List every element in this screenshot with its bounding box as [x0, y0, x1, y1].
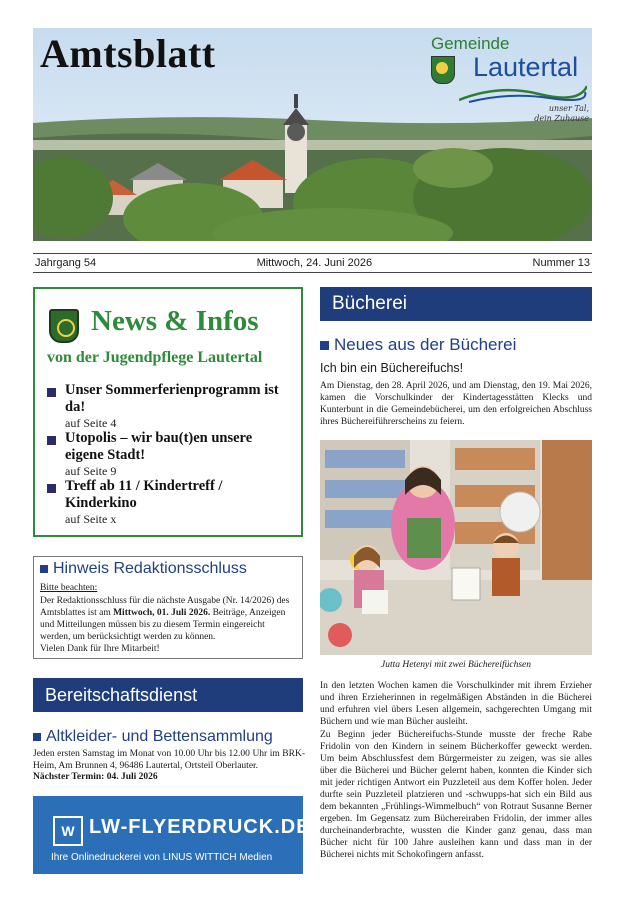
ad-logo-icon: W: [53, 816, 83, 846]
ad-subtitle: Ihre Onlinedruckerei von LINUS WITTICH Medien: [51, 852, 273, 863]
section-bar-buecherei: Bücherei: [320, 287, 592, 321]
deadline-notice-box: [33, 556, 303, 659]
altkleider-title: [33, 728, 273, 746]
flyerdruck-ad[interactable]: [33, 796, 311, 874]
coat-of-arms-icon: [431, 56, 455, 84]
altkleider-next-date: Nächster Termin: 04. Juli 2026: [33, 772, 158, 782]
buecherei-article-title: [320, 335, 516, 355]
deadline-thanks: Vielen Dank für Ihre Mitarbeit!: [40, 644, 160, 654]
story-paragraph-2: Zu Beginn jeder Büchereifuchs-Stunde musste der freche Rabe Fridolin von den Kindern in seinem Bücherkoffer geweckt werden. Um beim Abschlussfest dem Bürgermeister zu zeigen, was sie alles über die Bücherei und Bücher gelernt haben, konnten die Kinder sich mit jeder richtigen Antwort ein Puzzleteil aus dem Koffer holen. Jeder durfte sein Puzzleteil platzieren und -schwupps-hat sich ein Bild aus dem bekannten „Frühlings-Wimmelbuch“ von Rotraut Susanne Berner ergeben. Im Gegensatz zum Büchereiraben Fridolin, der immer alles durcheinanderbrachte, wussten die Kinder ganz genau, dass man Bücher nicht für 100 Jahre ausleihen kann und dass man in der Bücherei nichts mit Schokofingern anfasst.: [320, 730, 592, 860]
deadline-note: Bitte beachten:: [40, 583, 98, 593]
deadline-body-pre: Der Redaktionsschluss für die nächste Ausgabe (Nr. 14/2026) des Amtsblattes ist am: [40, 596, 290, 618]
news-item[interactable]: [47, 478, 293, 526]
buecherei-story: [320, 680, 592, 862]
logo-word-lautertal: Lautertal: [473, 52, 579, 82]
story-paragraph-1: In den letzten Wochen kamen die Vorschulkinder mit ihrem Erzieher und ihren Erzieherinnen in regelmäßigen Abständen in die Bücherei und erfuhren viel übers Lesen allgemein, sachgerechten Umgang mit Büchern und wie man Bücher ausleiht.: [320, 681, 592, 727]
logo-word-gemeinde: Gemeinde: [431, 34, 510, 53]
altkleider-body: Jeden ersten Samstag im Monat von 10.00 Uhr bis 12.00 Uhr im BRK-Heim, Am Brunnen 4, 96486 Lautertal, Ortsteil Oberlauter.: [33, 749, 305, 771]
municipality-logo: [429, 34, 589, 124]
news-item-title: Treff ab 11 / Kindertreff / Kinderkino: [65, 478, 223, 511]
bullet-square-icon: [320, 341, 329, 350]
news-item-page: auf Seite 9: [65, 464, 117, 478]
deadline-notice-title: [40, 560, 247, 578]
bullet-square-icon: [47, 388, 56, 397]
logo-swoosh-icon: [459, 82, 587, 104]
masthead-title: Amtsblatt: [40, 31, 216, 76]
library-photo: [320, 440, 592, 655]
issue-date: Mittwoch, 24. Juni 2026: [256, 257, 373, 269]
buecherei-intro: Am Dienstag, den 28. April 2026, und am Dienstag, den 19. Mai 2026, kamen die Vorschulkinder der Kindertagesstätten Klecks und Kunterbunt in die Gemeindebücherei, um den erfolgreichen Abschluss ihres Büchereiführerscheins zu feiern.: [320, 381, 592, 427]
news-subtitle: von der Jugendpflege Lautertal: [47, 349, 263, 366]
news-infos-box: [33, 287, 303, 537]
photo-caption: Jutta Hetenyi mit zwei Büchereifüchsen: [380, 660, 532, 670]
section-bar-bereitschaftsdienst: Bereitschaftsdienst: [33, 678, 303, 712]
bullet-square-icon: [47, 436, 56, 445]
slogan-line-2: dein Zuhause: [534, 114, 589, 123]
buecherei-article-title-text: Neues aus der Bücherei: [334, 335, 517, 354]
news-title: News & Infos: [91, 305, 259, 337]
deadline-notice-title-text: Hinweis Redaktionsschluss: [53, 560, 247, 577]
bullet-square-icon: [40, 565, 48, 573]
slogan-line-1: unser Tal,: [548, 104, 589, 113]
news-item-title: Utopolis – wir bau(t)en unsere eigene Stadt!: [65, 430, 253, 463]
ad-title: LW-FLYERDRUCK.DE: [89, 816, 311, 838]
deadline-date: Mittwoch, 01. Juli 2026.: [113, 608, 211, 618]
news-item-page: auf Seite 4: [65, 416, 117, 430]
volume-label: Jahrgang 54: [35, 257, 97, 269]
altkleider-title-text: Altkleider- und Bettensammlung: [46, 728, 273, 745]
buecherei-article-subtitle: Ich bin ein Büchereifuchs!: [320, 361, 464, 375]
deadline-body: [40, 595, 297, 655]
bullet-square-icon: [47, 484, 56, 493]
news-item[interactable]: [47, 430, 293, 478]
issue-info-bar: [33, 253, 592, 273]
logo-slogan: [534, 104, 589, 124]
bullet-square-icon: [33, 733, 41, 741]
deadline-body-post: Beiträge, Anzeigen und Mitteilungen müssen bis zu diesem Termin eingereicht werden, um berücksichtigt werden zu können.: [40, 608, 286, 642]
news-item-page: auf Seite x: [65, 512, 117, 526]
news-item[interactable]: [47, 382, 293, 430]
news-item-title: Unser Sommerferienprogramm ist da!: [65, 382, 279, 415]
issue-number: Nummer 13: [532, 257, 590, 269]
youth-emblem-icon: [49, 309, 79, 343]
